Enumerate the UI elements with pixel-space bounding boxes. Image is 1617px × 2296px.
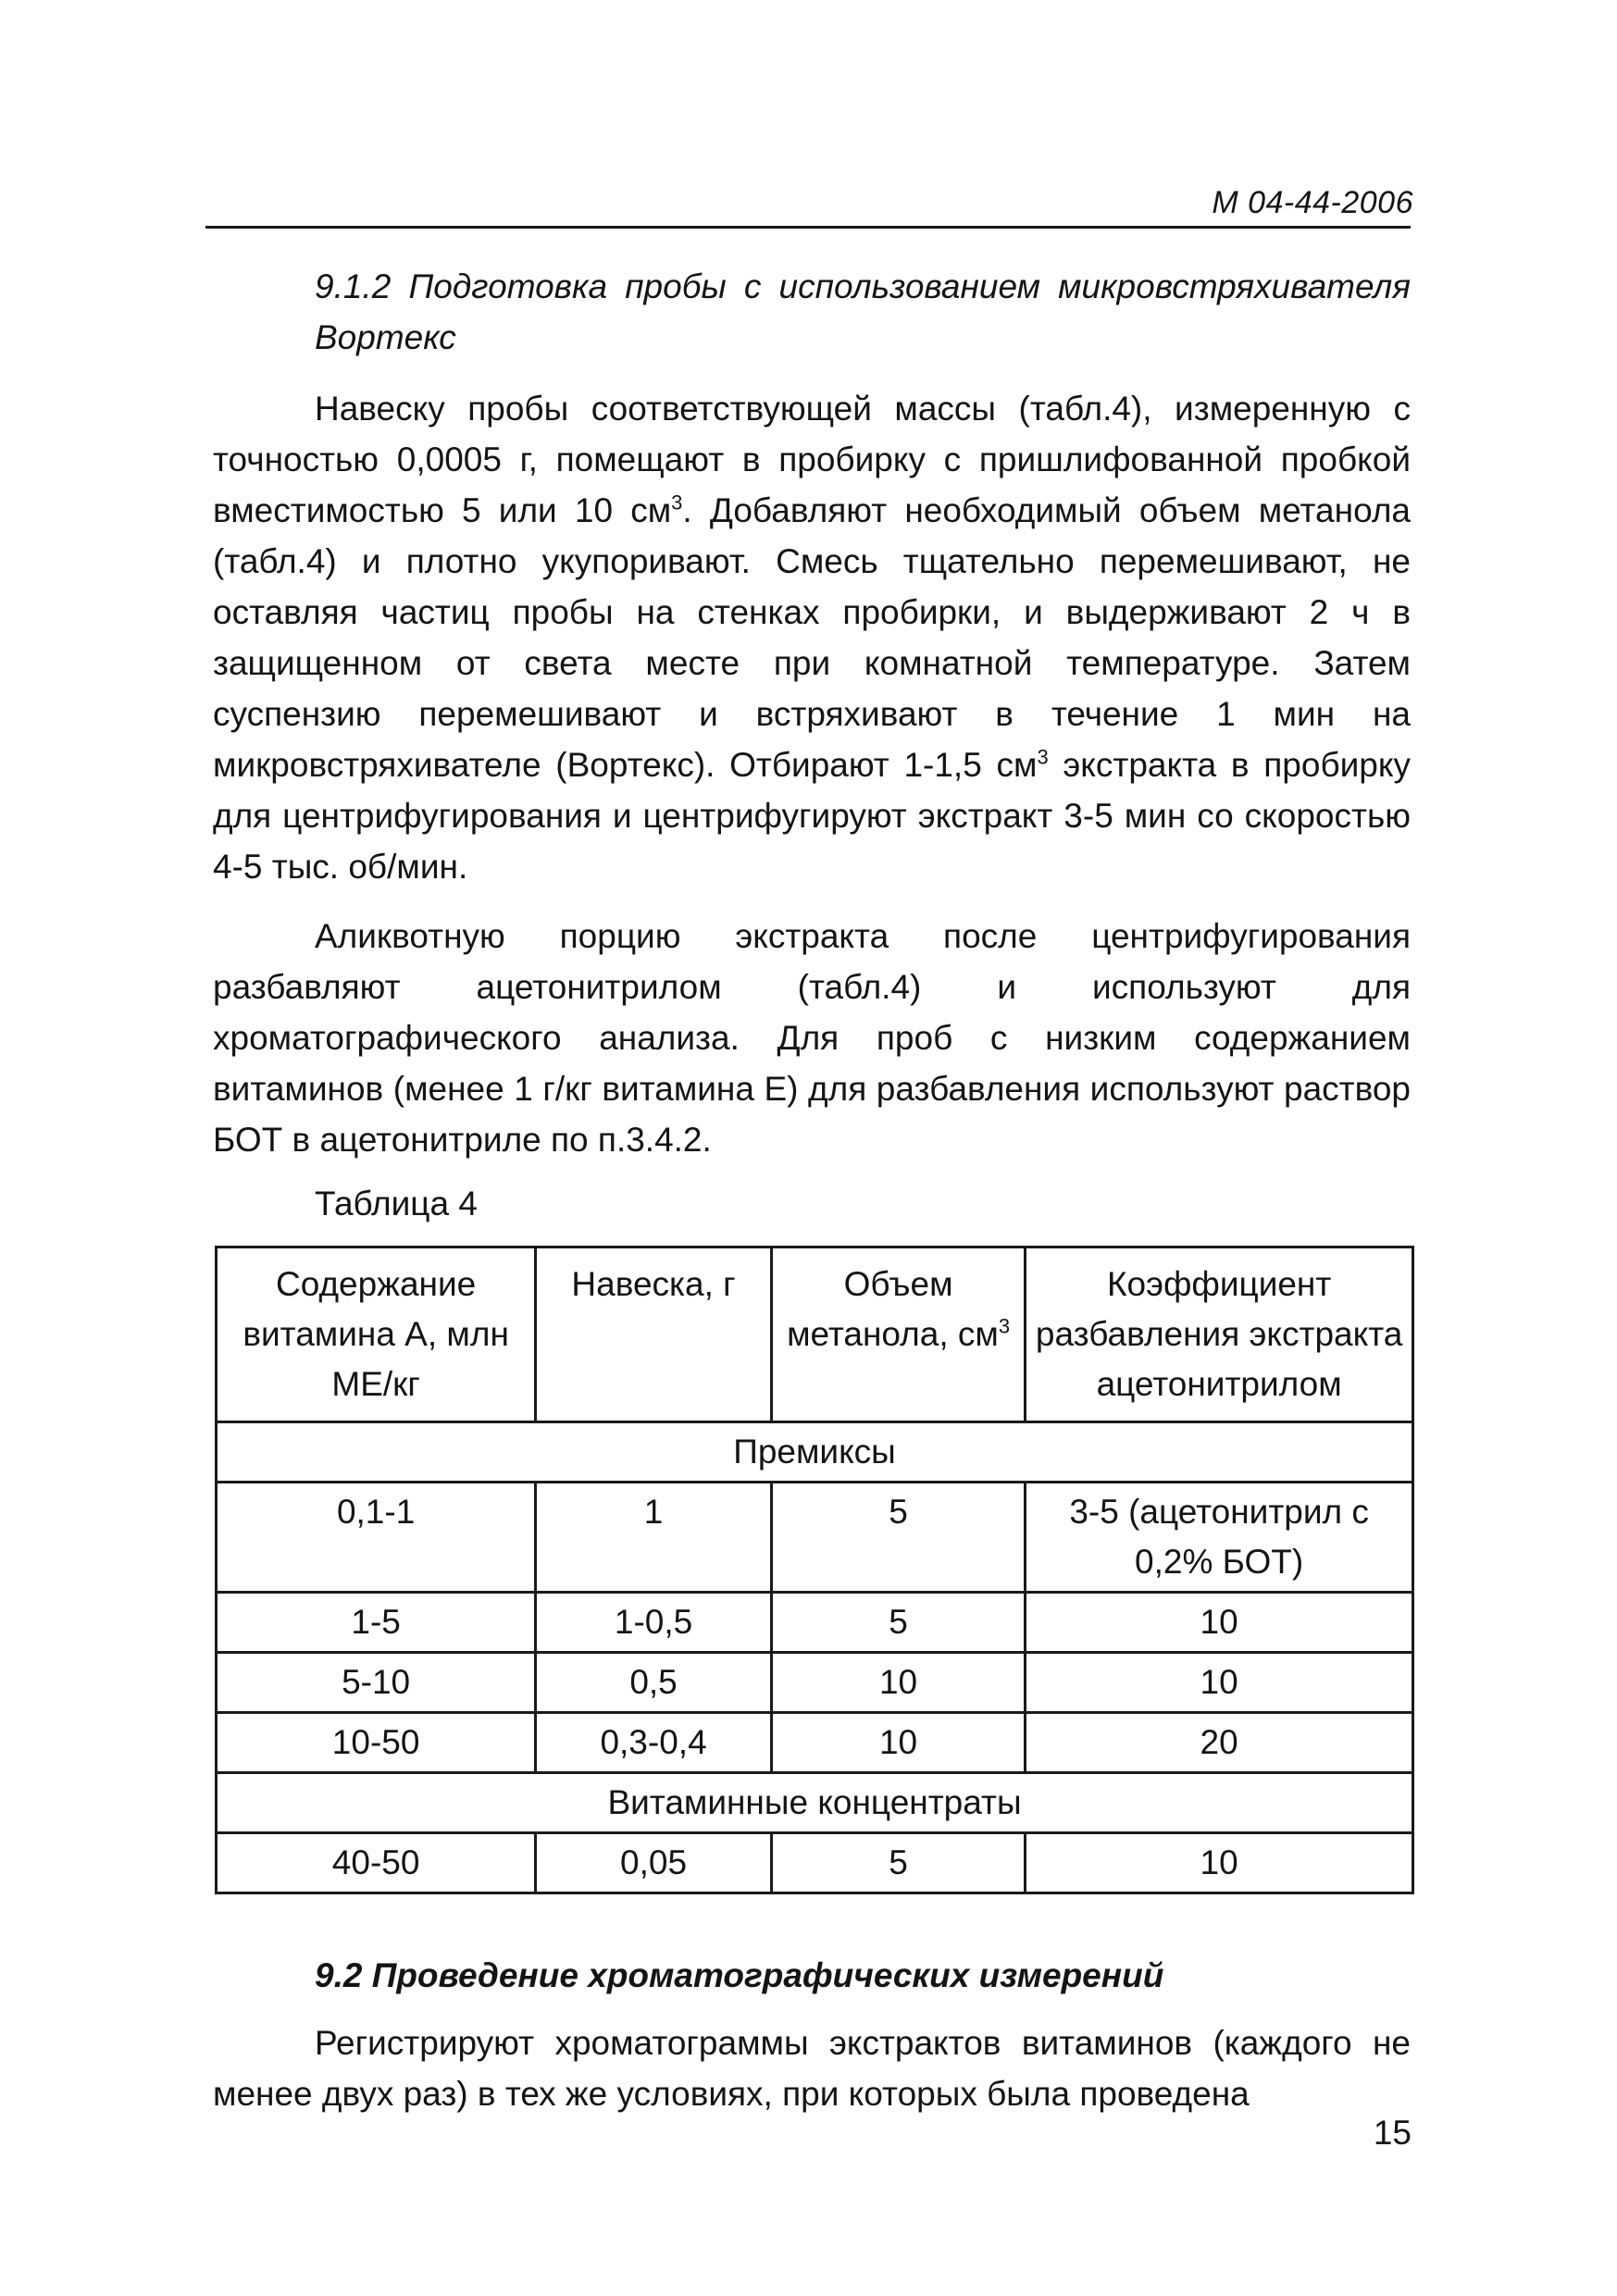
table-cell: 10-50 (217, 1713, 536, 1773)
section-heading-9-1-2: 9.1.2 Подготовка пробы с использованием микровстряхивателя Вортекс (315, 267, 1411, 356)
table-cell: 1 (536, 1483, 772, 1593)
table-4 (215, 1246, 1414, 1894)
superscript-3: 3 (1037, 745, 1049, 769)
table-row (217, 1713, 1413, 1773)
group-row-premixes (217, 1422, 1413, 1483)
table-cell: 10 (771, 1713, 1025, 1773)
table-cell: 5 (771, 1593, 1025, 1653)
group-label: Премиксы (217, 1422, 1413, 1483)
page-number: 15 (1373, 2114, 1412, 2152)
group-row-vitamin-concentrates (217, 1773, 1413, 1833)
document-code: М 04-44-2006 (1212, 185, 1413, 220)
paragraph-text-part-1: Навеску пробы соответствующей массы (табл.4), измеренную с точностью 0,0005 г, помещают в пробирку с пришлифованной пробкой вместимостью 5 или 10 см (213, 390, 1411, 529)
table-row (217, 1593, 1413, 1653)
page-content (213, 261, 1411, 2119)
table-header-row (217, 1247, 1413, 1422)
table-cell: 1-0,5 (536, 1593, 772, 1653)
table-row (217, 1653, 1413, 1713)
paragraph-chromatograms: Регистрируют хроматограммы экстрактов витаминов (каждого не менее двух раз) в тех же условиях, при которых была проведена (213, 2024, 1411, 2113)
table-cell: 40-50 (217, 1833, 536, 1893)
table-cell: 10 (1026, 1833, 1413, 1893)
table-row (217, 1833, 1413, 1893)
table-cell: 1-5 (217, 1593, 536, 1653)
table-cell: 0,5 (536, 1653, 772, 1713)
table-cell: 5 (771, 1483, 1025, 1593)
superscript-3: 3 (671, 490, 683, 515)
header-divider (205, 226, 1411, 229)
table-cell: 0,3-0,4 (536, 1713, 772, 1773)
table-caption: Таблица 4 (315, 1185, 478, 1222)
group-label: Витаминные концентраты (217, 1773, 1413, 1833)
section-heading-9-2: 9.2 Проведение хроматографических измерений (315, 1956, 1164, 1994)
superscript-3: 3 (998, 1314, 1011, 1338)
paragraph-text-part-2: . Добавляют необходимый объем метанола (табл.4) и плотно укупоривают. Смесь тщательно перемешивают, не оставляя частиц пробы на стенках пробирки, и выдерживают 2 ч в защищенном от света месте при комнатной температуре. Затем суспензию перемешивают и встряхивают в течение 1 мин на микровстряхивателе (Вортекс). Отбирают 1-1,5 см (213, 491, 1411, 784)
paragraph-aliquot: Аликвотную порцию экстракта после центрифугирования разбавляют ацетонитрилом (табл.4) и используют для хроматографического анализа. Для проб с низким содержанием витаминов (менее 1 г/кг витамина Е) для разбавления используют раствор БОТ в ацетонитриле по п.3.4.2. (213, 917, 1411, 1159)
table-row (217, 1483, 1413, 1593)
header-dilution-factor: Коэффициент разбавления экстракта ацетонитрилом (1026, 1247, 1413, 1422)
header-methanol-volume (771, 1247, 1025, 1422)
header-vitamin-a-content: Содержание витамина А, млн МЕ/кг (217, 1247, 536, 1422)
paragraph-text-part-3: экстракта в пробирку для центрифугирования и центрифугируют экстракт 3-5 мин со скоростью 4-5 тыс. об/мин. (213, 746, 1411, 886)
table-cell: 20 (1026, 1713, 1413, 1773)
table-cell: 0,1-1 (217, 1483, 536, 1593)
table-cell: 0,05 (536, 1833, 772, 1893)
table-body (217, 1422, 1413, 1893)
paragraph-sample-prep (213, 383, 1411, 892)
table-cell: 3-5 (ацетонитрил с 0,2% БОТ) (1026, 1483, 1413, 1593)
table-cell: 5 (771, 1833, 1025, 1893)
table-cell: 10 (1026, 1593, 1413, 1653)
table-cell: 5-10 (217, 1653, 536, 1713)
header-sample-mass: Навеска, г (536, 1247, 772, 1422)
table-cell: 10 (1026, 1653, 1413, 1713)
table-cell: 10 (771, 1653, 1025, 1713)
header-methanol-label: Объем метанола, см (787, 1265, 999, 1353)
